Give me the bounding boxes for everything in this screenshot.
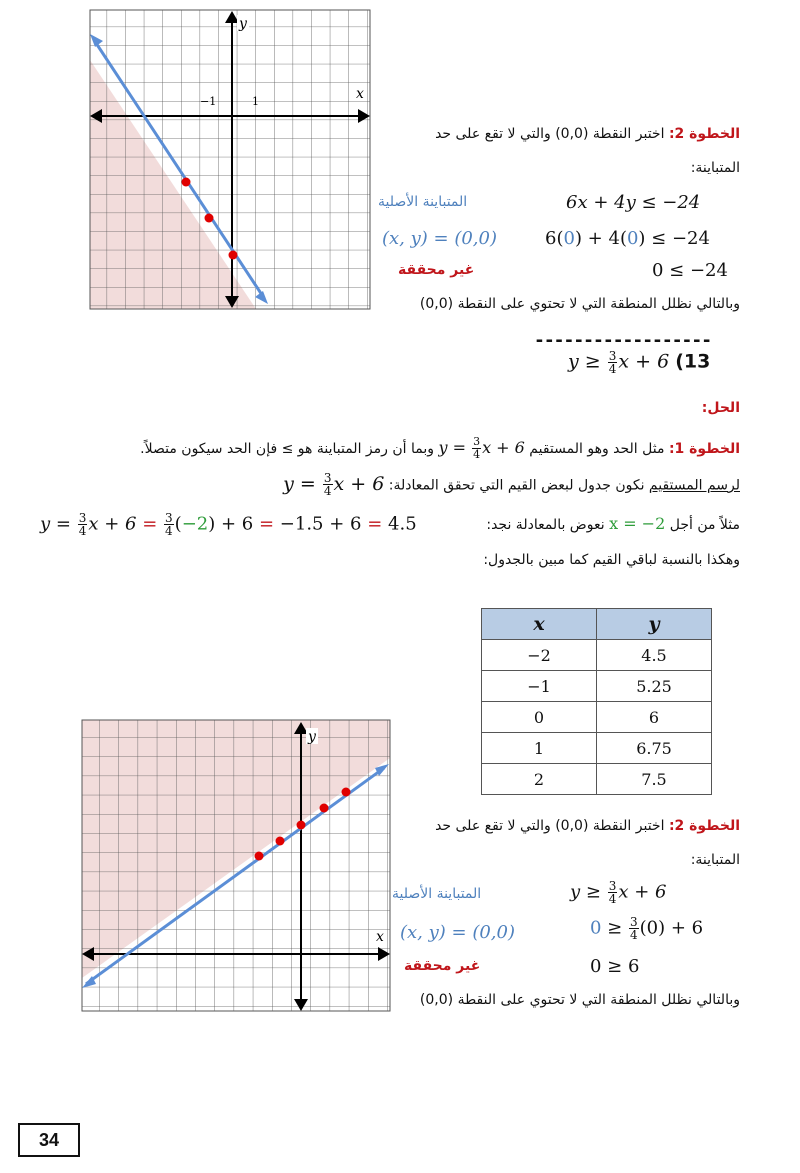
result: 0 ≥ 6 (590, 956, 640, 977)
problem-13: y ≥ $\frac{3}{4}$ x + 6 (13 (568, 349, 711, 376)
original-inequality-label: المتباينة الأصلية (392, 886, 482, 902)
point (297, 821, 306, 830)
table-header-y: y (597, 609, 712, 640)
not-satisfied-label: غير محققة (404, 958, 481, 974)
graph-2 (80, 718, 392, 1013)
page-number: 34 (18, 1123, 80, 1157)
example-calculation: y = $\frac{3}{4}$ x + 6 = $\frac{3}{4}$ (−2) + 6 = −1.5 + 6 = 4.5 (40, 511, 417, 538)
step2b-line2: المتباينة: (690, 852, 740, 868)
graph-1 (88, 8, 372, 311)
point (342, 788, 351, 797)
conclusion: وبالتالي نظلل المنطقة التي لا تحتوي على النقطة (0,0) (419, 296, 740, 312)
step-text: المتباينة: (690, 160, 740, 176)
x-axis-label: x (376, 929, 384, 945)
table-row: 1 6.75 (482, 733, 712, 764)
point (229, 251, 238, 260)
step1-line4: وهكذا بالنسبة لباقي القيم كما مبين بالجدول: (483, 552, 740, 568)
table-row: −1 5.25 (482, 671, 712, 702)
divider: ------------------ (534, 330, 712, 351)
original-inequality-label: المتباينة الأصلية (378, 194, 468, 210)
substitution: 6(0) + 4(0) ≤ −24 (545, 228, 710, 249)
step2b-line1: الخطوة 2: اختبر النقطة (0,0) والتي لا تقع على حد (435, 818, 740, 834)
solution-label: الحل: (701, 400, 740, 416)
values-table (481, 608, 712, 795)
table-row: 0 6 (482, 702, 712, 733)
conclusion: وبالتالي نظلل المنطقة التي لا تحتوي على النقطة (0,0) (419, 992, 740, 1008)
original-inequality: y ≥ $\frac{3}{4}$ x + 6 (570, 879, 667, 906)
step-label: الخطوة 2: (668, 126, 740, 142)
point (320, 804, 329, 813)
step1-line3: مثلاً من أجل x = −2 نعوض بالمعادلة نجد: (486, 514, 740, 533)
substitution-label: (x, y) = (0,0) (400, 922, 516, 943)
table-row: 2 7.5 (482, 764, 712, 795)
not-satisfied-label: غير محققة (398, 262, 475, 278)
point (205, 214, 214, 223)
original-inequality: 6x + 4y ≤ −24 (566, 192, 701, 213)
step-text: اختبر النقطة (0,0) والتي لا تقع على حد (435, 126, 665, 142)
result: 0 ≤ −24 (652, 260, 728, 281)
y-axis-label: y (308, 729, 316, 745)
tick-label-neg1: −1 (200, 95, 217, 108)
tick-label-pos1: 1 (252, 95, 259, 108)
step2a-line1 (380, 126, 740, 142)
table-header-x: x (482, 609, 597, 640)
substitution: 0 ≥ $\frac{3}{4}$ (0) + 6 (590, 915, 704, 942)
point (255, 852, 264, 861)
step1-line1: الخطوة 1: مثل الحد وهو المستقيم y = $\frac{3}{4}$ x + 6 وبما أن رمز المتباينة هو ≥ فإن الحد سيكون متصلاً. (140, 435, 740, 461)
step1-line2: لرسم المستقيم نكون جدول لبعض القيم التي تحقق المعادلة: y = $\frac{3}{4}$ x + 6 (283, 471, 740, 498)
table-row: −2 4.5 (482, 640, 712, 671)
step2a-line2 (691, 160, 740, 176)
point (276, 837, 285, 846)
x-axis-label: x (356, 86, 364, 102)
problem-number: (13 (675, 350, 711, 373)
y-axis-label: y (239, 16, 247, 32)
substitution-label: (x, y) = (0,0) (382, 228, 498, 249)
point (182, 178, 191, 187)
